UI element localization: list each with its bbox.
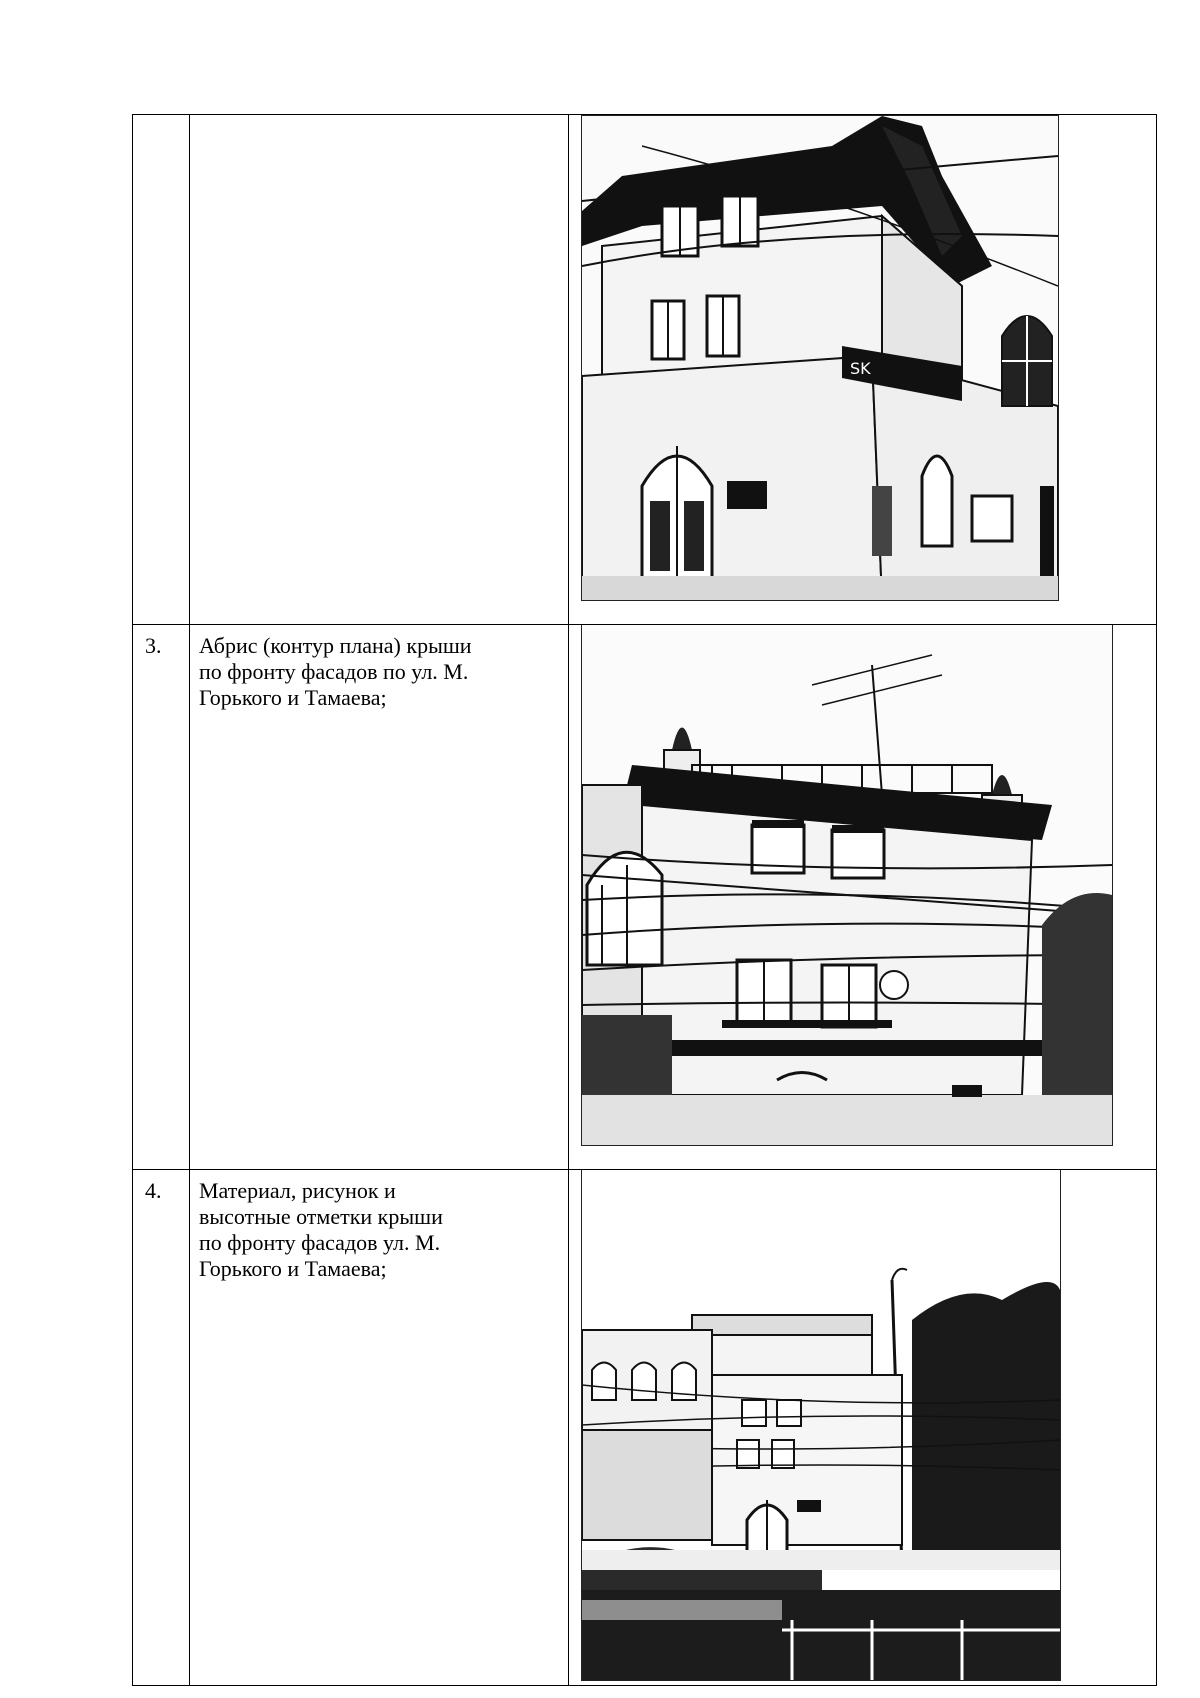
row-description: Абрис (контур плана) крыши по фронту фасадов по ул. М. Горького и Тамаева;	[199, 633, 472, 710]
building-corner-photo	[581, 115, 1059, 601]
row-description-cell	[190, 115, 569, 625]
table-row	[133, 625, 1157, 1170]
row-number: 3.	[145, 633, 162, 658]
row-number-cell	[133, 1170, 190, 1686]
row-photo-cell	[569, 115, 1157, 625]
row-photo-cell	[569, 625, 1157, 1170]
row-description-cell	[190, 1170, 569, 1686]
row-number: 4.	[145, 1178, 162, 1203]
row-description: Материал, рисунок и высотные отметки крыши по фронту фасадов ул. М. Горького и Тамаева;	[199, 1178, 443, 1281]
row-description-cell	[190, 625, 569, 1170]
roof-material-photo	[581, 1170, 1061, 1681]
sign-text: SK	[850, 359, 871, 378]
table-row	[133, 1170, 1157, 1686]
row-number-cell	[133, 625, 190, 1170]
table-row	[133, 115, 1157, 625]
row-description	[190, 115, 568, 123]
row-number-cell	[133, 115, 190, 625]
roof-outline-photo	[581, 625, 1113, 1146]
document-table	[132, 114, 1157, 1686]
row-photo-cell	[569, 1170, 1157, 1686]
row-number	[133, 115, 189, 123]
